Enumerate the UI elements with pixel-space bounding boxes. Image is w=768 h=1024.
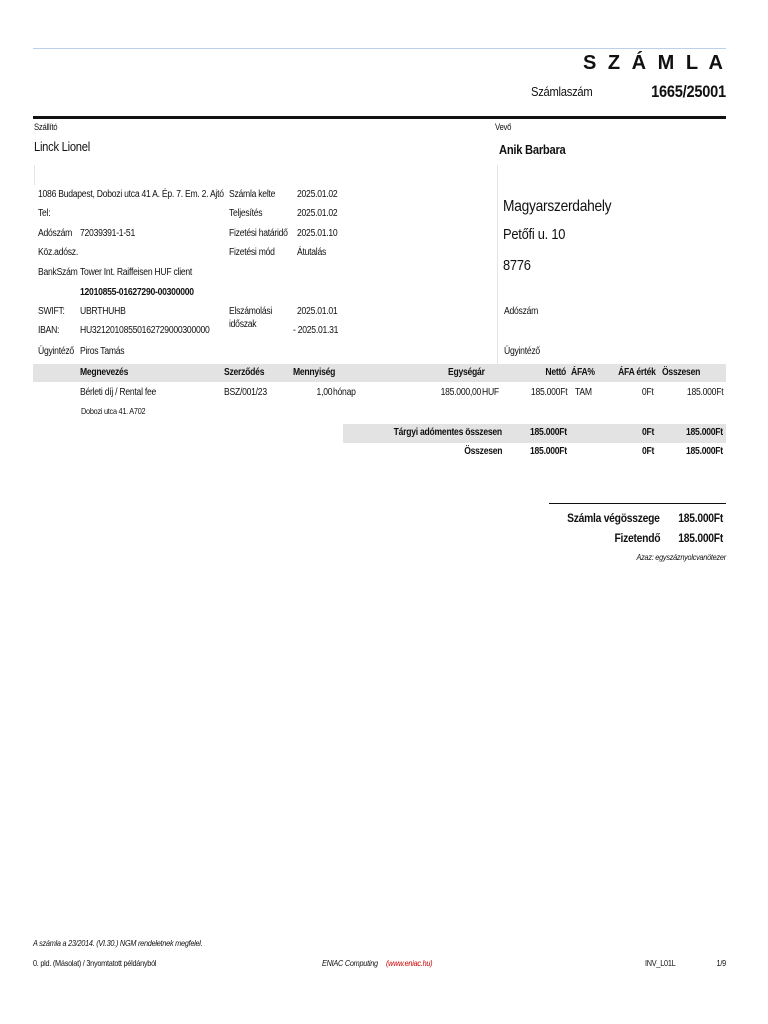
row-unit: hónap (333, 387, 356, 398)
grand-total-value: 185.000Ft (678, 511, 723, 525)
buyer-city: Magyarszerdahely (503, 198, 612, 215)
subtotal-net: 185.000Ft (530, 427, 567, 438)
page-number: 1/9 (716, 958, 726, 968)
seller-iban: HU32120108550162729000300000 (80, 325, 210, 336)
seller-community-tax-label: Köz.adósz. (38, 247, 78, 258)
form-code: INV_L01L (645, 958, 676, 968)
period-label-line2: időszak (229, 319, 257, 330)
subtotal-label: Tárgyi adómentes összesen (393, 427, 502, 438)
row-total: 185.000Ft (686, 387, 723, 398)
row-vat-pct: TAM (575, 387, 592, 398)
software-url[interactable]: (www.eniac.hu) (386, 958, 433, 968)
seller-separator (34, 165, 35, 185)
invoice-number: 1665/25001 (651, 82, 726, 101)
row-net: 185.000Ft (530, 387, 567, 398)
buyer-separator (497, 165, 498, 365)
due-date-label: Fizetési határidő (229, 228, 288, 239)
seller-section-label: Szállító (34, 122, 58, 132)
top-rule (33, 48, 726, 49)
period-to: - 2025.01.31 (293, 325, 339, 336)
subtotal-total: 185.000Ft (686, 427, 723, 438)
amount-in-words: Azaz: egyszáznyolcvanötezer (636, 552, 726, 562)
row-currency: HUF (482, 387, 499, 398)
row-unit-price: 185.000,00 (440, 387, 481, 398)
fulfilment-date: 2025.01.02 (297, 208, 338, 219)
seller-bank-label: BankSzám (38, 267, 78, 278)
total-total: 185.000Ft (686, 446, 723, 457)
seller-iban-label: IBAN: (38, 325, 60, 336)
period-label-line1: Elszámolási (229, 306, 273, 317)
subtotal-vat: 0Ft (641, 427, 654, 438)
buyer-section-label: Vevő (495, 122, 512, 132)
title-text: S Z Á M L A (583, 52, 726, 74)
col-header-contract: Szerződés (224, 367, 265, 378)
buyer-zip: 8776 (503, 257, 531, 274)
col-header-vat-pct: ÁFA% (571, 367, 595, 378)
payment-method-label: Fizetési mód (229, 247, 275, 258)
col-header-unit-price: Egységár (448, 367, 485, 378)
seller-bank-account: 12010855-01627290-00300000 (80, 287, 194, 298)
seller-swift: UBRTHUHB (80, 306, 126, 317)
col-header-total: Összesen (662, 367, 701, 378)
row-item-name: Bérleti díj / Rental fee (80, 387, 157, 398)
software-name: ENIAC Computing (322, 958, 378, 968)
fulfilment-date-label: Teljesítés (229, 208, 263, 219)
seller-name: Linck Lionel (34, 139, 90, 154)
seller-tax-label: Adószám (38, 228, 73, 239)
payable-label: Fizetendő (614, 531, 660, 545)
buyer-street: Petőfi u. 10 (503, 226, 566, 243)
col-header-qty: Mennyiség (293, 367, 336, 378)
issue-date-label: Számla kelte (229, 189, 276, 200)
buyer-tax-label: Adószám (504, 306, 539, 317)
row-qty: 1,00 (316, 387, 332, 398)
seller-bank-name: Tower Int. Raiffeisen HUF client (80, 267, 193, 278)
header-rule (33, 116, 726, 119)
seller-agent-label: Ügyintéző (38, 346, 74, 357)
row-vat-value: 0Ft (642, 387, 654, 398)
seller-tax-number: 72039391-1-51 (80, 228, 135, 239)
col-header-vat-value: ÁFA érték (618, 367, 656, 378)
buyer-agent-label: Ügyintéző (504, 346, 540, 357)
total-label: Összesen (463, 446, 502, 457)
row-contract: BSZ/001/23 (224, 387, 267, 398)
period-from: 2025.01.01 (297, 306, 338, 317)
row-item-note: Dobozi utca 41. A702 (81, 406, 146, 416)
seller-address: 1086 Budapest, Dobozi utca 41 A. Ép. 7. Em. 2. Ajtó (38, 189, 224, 200)
invoice-number-label: Számlaszám (531, 84, 593, 99)
seller-phone-label: Tel: (38, 208, 51, 219)
summary-rule (549, 503, 726, 504)
col-header-name: Megnevezés (80, 367, 129, 378)
buyer-name: Anik Barbara (499, 142, 566, 157)
copy-note: 0. pld. (Másolat) / 3nyomtatott példányból (33, 958, 157, 968)
total-net: 185.000Ft (530, 446, 567, 457)
issue-date: 2025.01.02 (297, 189, 338, 200)
legal-note: A számla a 23/2014. (VI.30.) NGM rendeletnek megfelel. (33, 938, 203, 948)
due-date: 2025.01.10 (297, 228, 338, 239)
payable-value: 185.000Ft (678, 531, 723, 545)
seller-swift-label: SWIFT: (38, 306, 65, 317)
seller-agent: Piros Tamás (80, 346, 125, 357)
grand-total-label: Számla végösszege (567, 511, 660, 525)
document-title (583, 52, 726, 75)
col-header-net: Nettó (545, 367, 566, 378)
payment-method: Átutalás (297, 247, 327, 258)
total-vat: 0Ft (641, 446, 654, 457)
